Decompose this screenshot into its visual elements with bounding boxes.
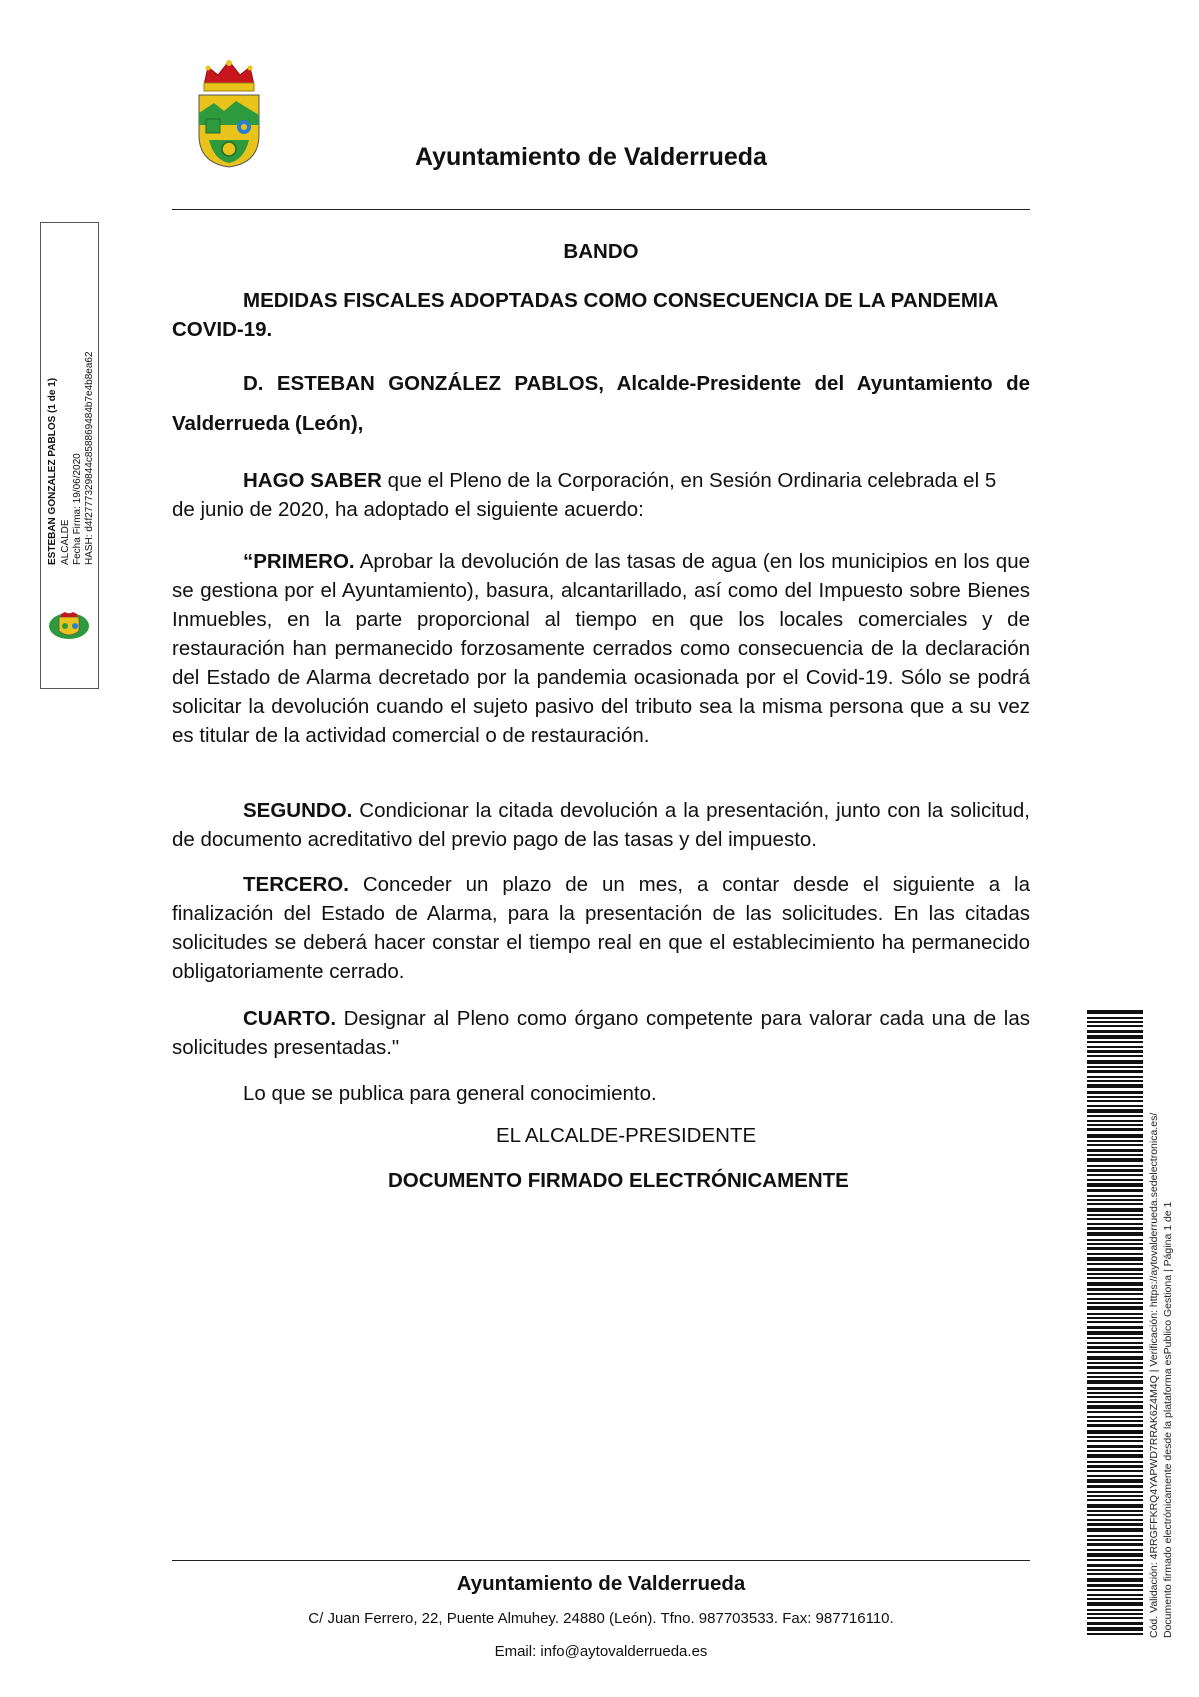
intro-paragraph xyxy=(172,466,1017,524)
point-third-text: Conceder un plazo de un mes, a contar desde el siguiente a la finalización del Estado de Alarma, para la presentación de las solicitudes. En las citadas solicitudes se deberá hacer constar el tiempo real en que el establecimiento ha permanecido obligatoriamente cerrado. xyxy=(172,873,1030,983)
barcode-bar xyxy=(1087,1559,1143,1561)
barcode-bar xyxy=(1087,1165,1143,1167)
barcode-bar xyxy=(1087,1035,1143,1039)
barcode-bar xyxy=(1087,1405,1143,1409)
barcode-bar xyxy=(1087,1445,1143,1448)
point-third xyxy=(172,870,1030,986)
barcode-bar xyxy=(1087,1060,1143,1064)
barcode-bar xyxy=(1087,1499,1143,1501)
validation-code-text: Cód. Validación: 4RRGFFKRQ4YAPWD7RRAK6Z4M4Q | Verificación: https://aytovalderrueda.sedelectronica.es/ xyxy=(1148,1112,1160,1638)
barcode-bar xyxy=(1087,1549,1143,1551)
barcode-bar xyxy=(1087,1174,1143,1176)
barcode-bar xyxy=(1087,1030,1143,1033)
barcode-bar xyxy=(1087,1584,1143,1587)
stamp-signer-name: ESTEBAN GONZALEZ PABLOS (1 de 1) xyxy=(47,377,58,565)
barcode-bar xyxy=(1087,1154,1143,1156)
barcode-bar xyxy=(1087,1298,1143,1300)
barcode-bar xyxy=(1087,1203,1143,1205)
barcode-bar xyxy=(1087,1454,1143,1458)
barcode-bar xyxy=(1087,1573,1143,1575)
stamp-date: Fecha Firma: 19/06/2020 xyxy=(72,453,83,565)
barcode-bar xyxy=(1087,1247,1143,1250)
barcode-bar xyxy=(1087,1302,1143,1304)
barcode-bar xyxy=(1087,1232,1143,1236)
barcode-bar xyxy=(1087,1100,1143,1102)
barcode-bar xyxy=(1087,1253,1143,1255)
barcode-bar xyxy=(1087,1424,1143,1427)
barcode-bar xyxy=(1087,1076,1143,1078)
barcode-bar xyxy=(1087,1218,1143,1220)
point-fourth xyxy=(172,1004,1030,1062)
barcode-bar xyxy=(1087,1263,1143,1265)
barcode-bar xyxy=(1087,1140,1143,1142)
barcode-bar xyxy=(1087,1084,1143,1088)
barcode-bar xyxy=(1087,1010,1143,1014)
barcode-bar xyxy=(1087,1376,1143,1378)
barcode-bar xyxy=(1087,1401,1143,1403)
barcode-bar xyxy=(1087,1362,1143,1364)
barcode-bar xyxy=(1087,1342,1143,1344)
barcode-bar xyxy=(1087,1470,1143,1472)
barcode-bar xyxy=(1087,1025,1143,1027)
barcode-bar xyxy=(1087,1380,1143,1384)
barcode-bar xyxy=(1087,1589,1143,1591)
barcode-bar xyxy=(1087,1387,1143,1390)
barcode-bar xyxy=(1087,1450,1143,1452)
footer-address: C/ Juan Ferrero, 22, Puente Almuhey. 24880 (León). Tfno. 987703533. Fax: 987716110. xyxy=(308,1610,894,1627)
barcode-bar xyxy=(1087,1392,1143,1394)
barcode-bar xyxy=(1087,1321,1143,1323)
barcode-bar xyxy=(1087,1633,1143,1635)
barcode-bar xyxy=(1087,1109,1143,1113)
barcode-bar xyxy=(1087,1169,1143,1172)
barcode-bar xyxy=(1087,1491,1143,1493)
barcode-bar xyxy=(1087,1337,1143,1339)
barcode-bar xyxy=(1087,1066,1143,1068)
point-fourth-label: CUARTO. xyxy=(243,1007,337,1030)
barcode-bar xyxy=(1087,1372,1143,1374)
barcode-bar xyxy=(1087,1523,1143,1526)
barcode-bar xyxy=(1087,1223,1143,1225)
barcode-bar xyxy=(1087,1070,1143,1073)
barcode-bar xyxy=(1087,1021,1143,1023)
barcode-bar xyxy=(1087,1346,1143,1349)
barcode-bar xyxy=(1087,1183,1143,1187)
intro-text: que el Pleno de la Corporación, en Sesión Ordinaria celebrada el 5 de junio de 2020, ha adoptado el siguiente acuerdo: xyxy=(172,469,997,521)
barcode-bar xyxy=(1087,1420,1143,1422)
barcode-bar xyxy=(1087,1239,1143,1241)
intro-bold: HAGO SABER xyxy=(243,469,382,492)
barcode-bar xyxy=(1087,1356,1143,1360)
footer-divider xyxy=(172,1560,1030,1561)
barcode-bar xyxy=(1087,1179,1143,1181)
barcode-bar xyxy=(1087,1331,1143,1335)
barcode-bar xyxy=(1087,1514,1143,1516)
barcode-bar xyxy=(1087,1461,1143,1463)
document-subject: MEDIDAS FISCALES ADOPTADAS COMO CONSECUENCIA DE LA PANDEMIA COVID-19. xyxy=(172,289,998,341)
issuing-authority xyxy=(172,364,1030,444)
barcode-bar xyxy=(1087,1055,1143,1057)
barcode-bar xyxy=(1087,1214,1143,1216)
barcode-bar xyxy=(1087,1158,1143,1162)
barcode-bar xyxy=(1087,1627,1143,1631)
barcode-bar xyxy=(1087,1041,1143,1043)
point-first-text: Aprobar la devolución de las tasas de agua (en los municipios en los que se gestiona por el Ayuntamiento), basura, alcantarillado, así como del Impuesto sobre Bienes Inmuebles, en la parte proporcional al tiempo en que los locales comerciales y de restauración han permanecido forzosamente cerrados como consecuencia de la declaración del Estado de Alarma decretado por la pandemia ocasionada por el Covid-19. Sólo se podrá solicitar la devolución cuando el sujeto pasivo del tributo sea la misma persona que a su vez es titular de la actividad comercial o de restauración. xyxy=(172,550,1030,747)
stamp-hash: HASH: d4f2777329844c858869484b7e4b8ea62 xyxy=(84,351,95,565)
barcode-bar xyxy=(1087,1277,1143,1279)
barcode-bar xyxy=(1087,1105,1143,1107)
barcode-bar xyxy=(1087,1326,1143,1329)
barcode-bar xyxy=(1087,1199,1143,1201)
barcode-bar xyxy=(1087,1268,1143,1271)
header-org-name: Ayuntamiento de Valderrueda xyxy=(415,143,767,171)
stamp-role: ALCALDE xyxy=(60,519,71,565)
barcode-bar xyxy=(1087,1050,1143,1053)
barcode-bar xyxy=(1087,1430,1143,1434)
barcode-bar xyxy=(1087,1613,1143,1615)
barcode-bar xyxy=(1087,1134,1143,1138)
barcode-bar xyxy=(1087,1528,1143,1532)
barcode-bar xyxy=(1087,1273,1143,1275)
barcode-bar xyxy=(1087,1208,1143,1212)
barcode-bar xyxy=(1087,1257,1143,1261)
barcode-bar xyxy=(1087,1046,1143,1048)
barcode-bar xyxy=(1087,1091,1143,1094)
barcode-bar xyxy=(1087,1227,1143,1230)
signature-stamp-box xyxy=(40,222,99,689)
barcode-bar xyxy=(1087,1366,1143,1369)
barcode-bar xyxy=(1087,1569,1143,1571)
barcode-bar xyxy=(1087,1115,1143,1117)
barcode-bar xyxy=(1087,1351,1143,1353)
point-first-label: “PRIMERO. xyxy=(243,550,355,573)
barcode-bar xyxy=(1087,1317,1143,1319)
point-second xyxy=(172,796,1030,854)
signatory-title: EL ALCALDE-PRESIDENTE xyxy=(496,1124,757,1147)
barcode-bar xyxy=(1087,1622,1143,1625)
barcode-bar xyxy=(1087,1543,1143,1546)
barcode-bar xyxy=(1087,1564,1143,1567)
validation-platform-text: Documento firmado electrónicamente desde la plataforma esPublico Gestiona | Página 1 de 1 xyxy=(1162,1201,1174,1638)
barcode-bar xyxy=(1087,1080,1143,1082)
barcode-bar xyxy=(1087,1598,1143,1600)
barcode-bar xyxy=(1087,1243,1143,1245)
barcode-bar xyxy=(1087,1288,1143,1291)
validation-barcode xyxy=(1087,1010,1143,1640)
header-divider xyxy=(172,209,1030,210)
barcode-bar xyxy=(1087,1553,1143,1557)
footer-org-name: Ayuntamiento de Valderrueda xyxy=(456,1572,746,1595)
barcode-bar xyxy=(1087,1539,1143,1541)
barcode-bar xyxy=(1087,1396,1143,1398)
barcode-bar xyxy=(1087,1128,1143,1131)
barcode-bar xyxy=(1087,1293,1143,1295)
authority-text: D. ESTEBAN GONZÁLEZ PABLOS, Alcalde-Presidente del Ayuntamiento de Valderrueda (León), xyxy=(172,372,1030,435)
point-second-label: SEGUNDO. xyxy=(243,799,353,822)
barcode-bar xyxy=(1087,1510,1143,1512)
barcode-bar xyxy=(1087,1475,1143,1477)
barcode-bar xyxy=(1087,1440,1143,1442)
barcode-bar xyxy=(1087,1578,1143,1582)
point-first xyxy=(172,547,1030,750)
barcode-bar xyxy=(1087,1617,1143,1619)
barcode-bar xyxy=(1087,1124,1143,1126)
barcode-bar xyxy=(1087,1195,1143,1197)
barcode-bar xyxy=(1087,1096,1143,1098)
barcode-bar xyxy=(1087,1504,1143,1508)
barcode-bar xyxy=(1087,1519,1143,1521)
barcode-bar xyxy=(1087,1485,1143,1488)
barcode-bar xyxy=(1087,1602,1143,1606)
point-third-label: TERCERO. xyxy=(243,873,349,896)
barcode-bar xyxy=(1087,1479,1143,1483)
barcode-bar xyxy=(1087,1306,1143,1310)
barcode-bar xyxy=(1087,1436,1143,1438)
document-title: BANDO xyxy=(563,240,639,263)
barcode-bar xyxy=(1087,1465,1143,1468)
barcode-bar xyxy=(1087,1017,1143,1019)
barcode-bar xyxy=(1087,1609,1143,1611)
point-fourth-text: Designar al Pleno como órgano competente para valorar cada una de las solicitudes presentadas." xyxy=(172,1007,1030,1059)
barcode-bar xyxy=(1087,1495,1143,1497)
barcode-bar xyxy=(1087,1411,1143,1413)
municipal-crest-logo xyxy=(194,55,264,170)
signed-note: DOCUMENTO FIRMADO ELECTRÓNICAMENTE xyxy=(388,1169,849,1192)
barcode-bar xyxy=(1087,1189,1143,1192)
barcode-bar xyxy=(1087,1313,1143,1315)
barcode-bar xyxy=(1087,1149,1143,1152)
footer-email: Email: info@aytovalderrueda.es xyxy=(494,1643,708,1660)
point-second-text: Condicionar la citada devolución a la presentación, junto con la solicitud, de documento acreditativo del previo pago de las tasas y del impuesto. xyxy=(172,799,1030,851)
barcode-bar xyxy=(1087,1282,1143,1286)
barcode-bar xyxy=(1087,1535,1143,1537)
closing-text: Lo que se publica para general conocimiento. xyxy=(243,1082,657,1105)
barcode-bar xyxy=(1087,1120,1143,1122)
barcode-bar xyxy=(1087,1416,1143,1418)
barcode-bar xyxy=(1087,1144,1143,1146)
barcode-bar xyxy=(1087,1594,1143,1596)
stamp-crest-icon xyxy=(47,611,91,641)
